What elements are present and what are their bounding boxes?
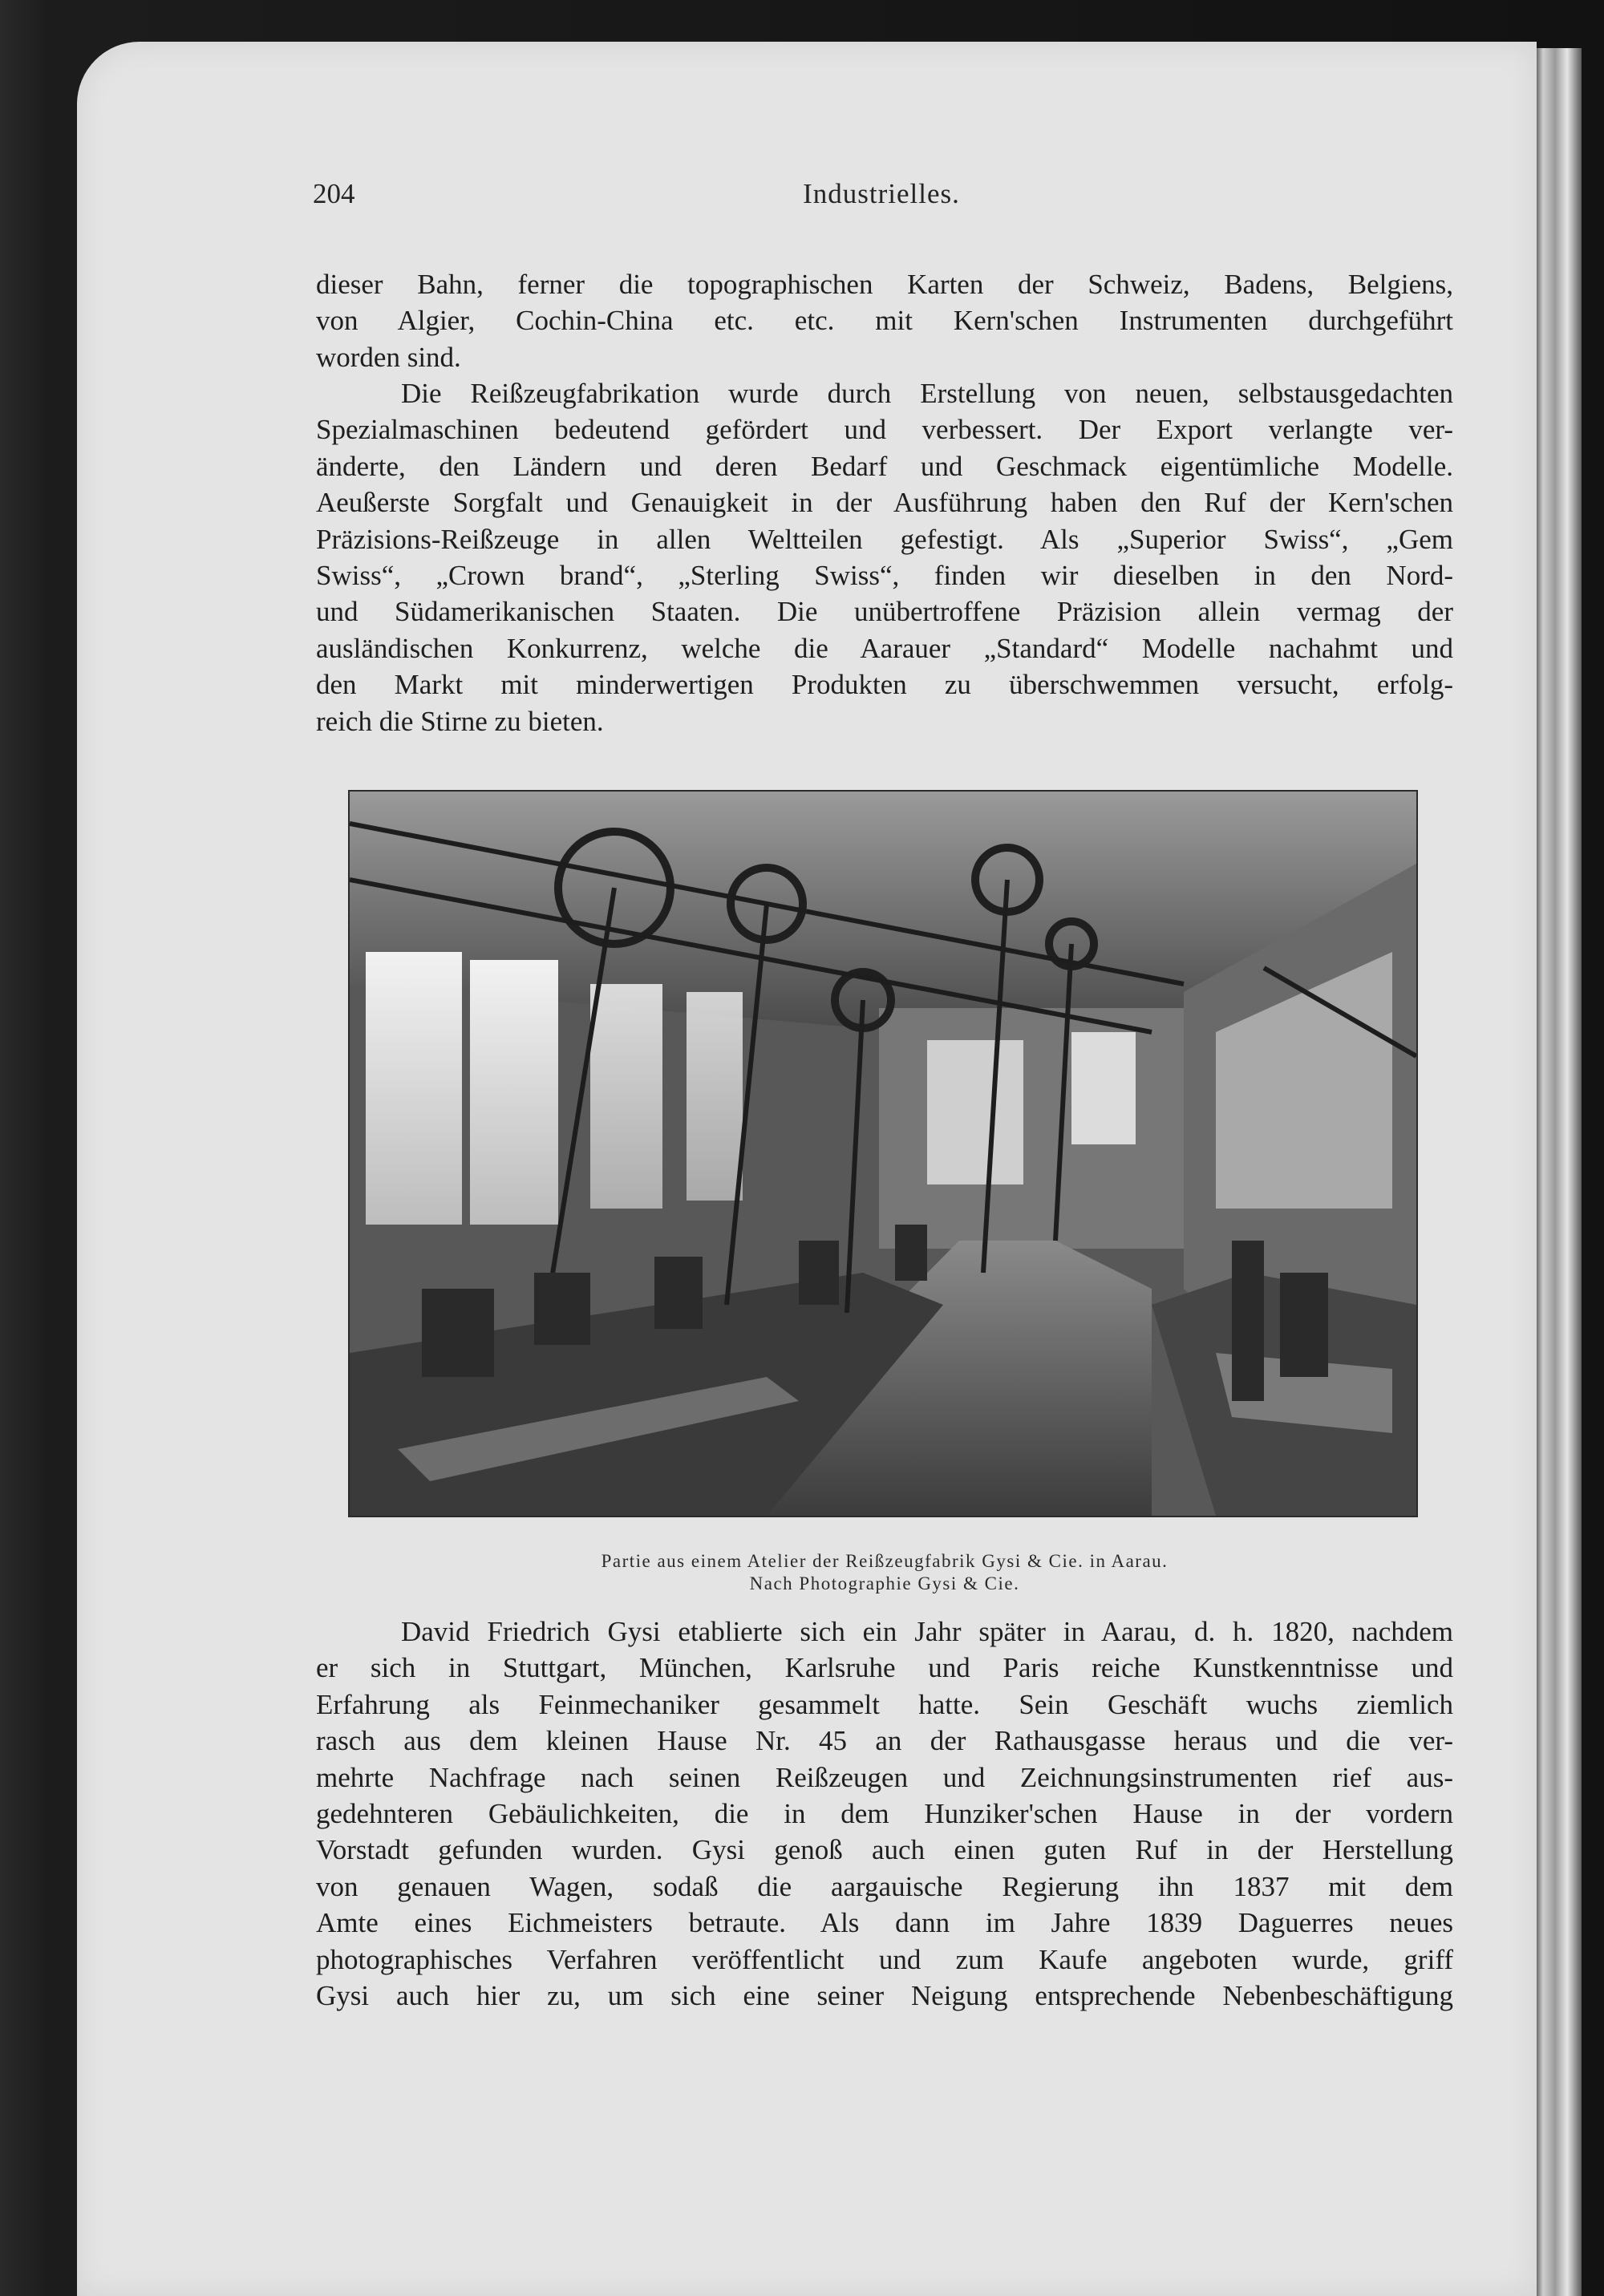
paragraph-3 <box>316 1614 1453 2014</box>
adjacent-page-edge <box>1533 48 1582 2296</box>
text-line: dieser Bahn, ferner die topographischen Karten der Schweiz, Badens, Belgiens, <box>316 269 1453 300</box>
workshop-photo-illustration <box>350 792 1416 1516</box>
running-title: Industrielles. <box>803 178 960 209</box>
text-line: mehrte Nachfrage nach seinen Reißzeugen und Zeichnungsinstrumenten rief aus- <box>316 1761 1453 1793</box>
figure-caption-line1: Partie aus einem Atelier der Reißzeugfabrik Gysi & Cie. in Aarau. <box>601 1551 1169 1571</box>
text-line: Vorstadt gefunden wurden. Gysi genoß auch einen guten Ruf in der Herstellung <box>316 1834 1453 1866</box>
page-header <box>313 178 1450 213</box>
text-line: Präzisions-Reißzeuge in allen Weltteilen gefestigt. Als „Superior Swiss“, „Gem <box>316 523 1453 555</box>
text-line: von Algier, Cochin-China etc. etc. mit Kern'schen Instrumenten durchgeführt <box>316 305 1453 337</box>
text-line: änderte, den Ländern und deren Bedarf und Geschmack eigentümliche Modelle. <box>316 450 1453 482</box>
text-line: photographisches Verfahren veröffentlicht und zum Kaufe angeboten wurde, griff <box>316 1943 1453 1975</box>
text-line: und Südamerikanischen Staaten. Die unübertroffene Präzision allein vermag der <box>316 596 1453 628</box>
text-line: Swiss“, „Crown brand“, „Sterling Swiss“, finden wir dieselben in den Nord- <box>316 559 1453 591</box>
text-line: er sich in Stuttgart, München, Karlsruhe und Paris reiche Kunstkenntnisse und <box>316 1652 1453 1684</box>
paragraph-1 <box>316 266 1453 375</box>
page-number: 204 <box>313 178 355 209</box>
text-line: rasch aus dem kleinen Hause Nr. 45 an der Rathausgasse heraus und die ver- <box>316 1725 1453 1757</box>
text-line: ausländischen Konkurrenz, welche die Aarauer „Standard“ Modelle nachahmt und <box>316 632 1453 664</box>
text-line: David Friedrich Gysi etablierte sich ein Jahr später in Aarau, d. h. 1820, nachdem <box>401 1616 1453 1647</box>
text-line: von genauen Wagen, sodaß die aargauische Regierung ihn 1837 mit dem <box>316 1870 1453 1902</box>
text-line: den Markt mit minderwertigen Produkten zu überschwemmen versucht, erfolg- <box>316 669 1453 701</box>
text-line: Erfahrung als Feinmechaniker gesammelt hatte. Sein Geschäft wuchs ziemlich <box>316 1688 1453 1720</box>
text-line: Gysi auch hier zu, um sich eine seiner Neigung entsprechende Nebenbeschäftigung <box>316 1979 1453 2011</box>
workshop-photograph <box>348 790 1418 1517</box>
figure-caption-line2: Nach Photographie Gysi & Cie. <box>749 1573 1020 1593</box>
text-line: Die Reißzeugfabrikation wurde durch Erstellung von neuen, selbstausgedachten <box>401 378 1453 409</box>
paragraph-2 <box>316 375 1453 739</box>
text-line: worden sind. <box>316 341 461 373</box>
text-line: Aeußerste Sorgfalt und Genauigkeit in der Ausführung haben den Ruf der Kern'schen <box>316 487 1453 519</box>
text-line: gedehnteren Gebäulichkeiten, die in dem Hunziker'schen Hause in der vordern <box>316 1797 1453 1829</box>
text-line: reich die Stirne zu bieten. <box>316 705 604 737</box>
text-line: Amte eines Eichmeisters betraute. Als dann im Jahre 1839 Daguerres neues <box>316 1907 1453 1939</box>
text-line: Spezialmaschinen bedeutend gefördert und verbessert. Der Export verlangte ver- <box>316 414 1453 446</box>
